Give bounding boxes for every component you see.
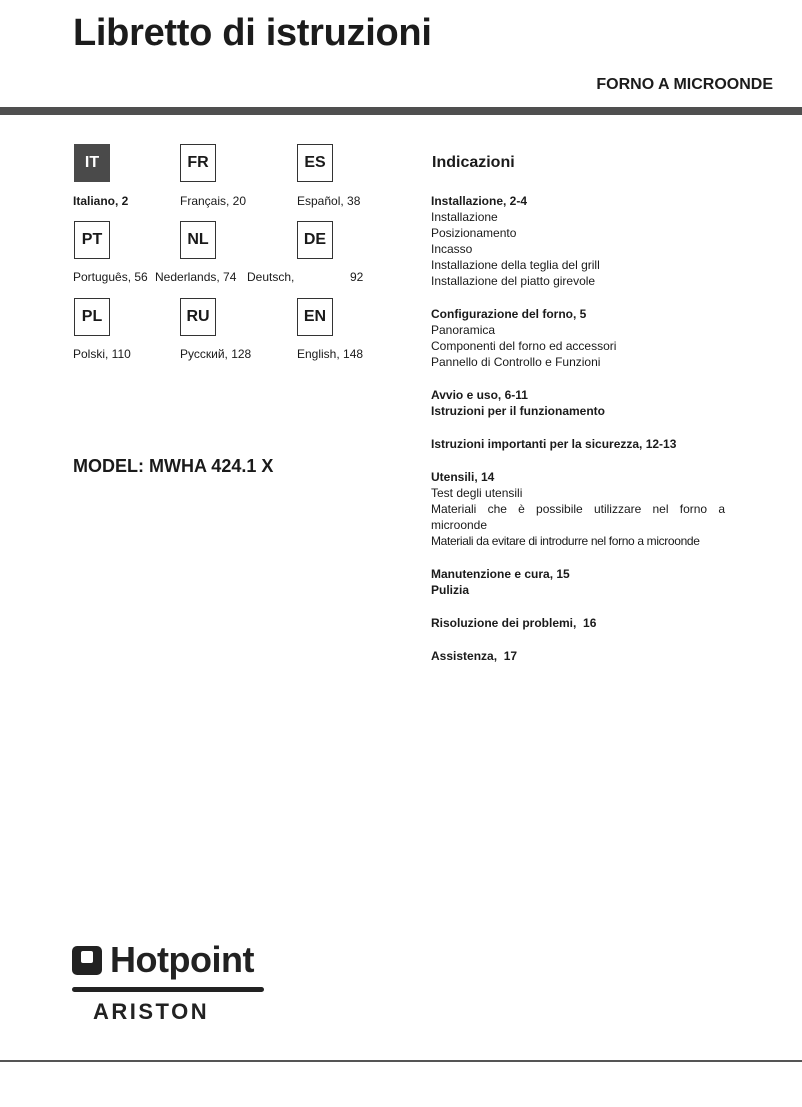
table-of-contents xyxy=(431,193,725,681)
toc-item[interactable]: Istruzioni per il funzionamento xyxy=(431,404,605,418)
document-title: Libretto di istruzioni xyxy=(73,12,432,54)
toc-item[interactable]: Installazione xyxy=(431,210,498,224)
lang-label-de[interactable]: Deutsch, xyxy=(247,270,295,284)
brand-underline xyxy=(72,987,264,992)
lang-box-en[interactable]: EN xyxy=(297,298,333,336)
toc-item[interactable]: Pannello di Controllo e Funzioni xyxy=(431,355,601,369)
toc-item[interactable]: Incasso xyxy=(431,242,473,256)
lang-box-fr[interactable]: FR xyxy=(180,144,216,182)
footer-divider xyxy=(0,1060,802,1062)
toc-section-title[interactable]: Utensili, 14 xyxy=(431,470,495,484)
toc-section-title[interactable]: Istruzioni importanti per la sicurezza, 12-13 xyxy=(431,437,677,451)
toc-section-risoluzione xyxy=(431,615,725,631)
lang-label-it[interactable]: Italiano, 2 xyxy=(73,194,129,208)
toc-section-title[interactable]: Installazione, 2-4 xyxy=(431,194,528,208)
toc-section-assistenza xyxy=(431,648,725,664)
brand-name: Hotpoint xyxy=(110,939,254,980)
toc-section-title[interactable]: Manutenzione e cura, 15 xyxy=(431,567,570,581)
toc-item[interactable]: Panoramica xyxy=(431,323,496,337)
toc-section-sicurezza xyxy=(431,436,725,452)
lang-box-es[interactable]: ES xyxy=(297,144,333,182)
lang-label-fr[interactable]: Français, 20 xyxy=(180,194,247,208)
toc-item[interactable]: Componenti del forno ed accessori xyxy=(431,339,617,353)
brand-subname: ARISTON xyxy=(93,999,210,1024)
lang-box-de[interactable]: DE xyxy=(297,221,333,259)
toc-section-title[interactable]: Assistenza, 17 xyxy=(431,649,518,663)
toc-section-title[interactable]: Configurazione del forno, 5 xyxy=(431,307,587,321)
lang-box-nl[interactable]: NL xyxy=(180,221,216,259)
toc-section-title[interactable]: Avvio e uso, 6-11 xyxy=(431,388,528,402)
document-subtitle: FORNO A MICROONDE xyxy=(596,76,773,93)
header-divider xyxy=(0,107,802,115)
lang-box-it[interactable]: IT xyxy=(74,144,110,182)
toc-section-manutenzione xyxy=(431,566,725,598)
lang-label-pt[interactable]: Português, 56 xyxy=(73,270,148,284)
toc-section-installazione xyxy=(431,193,725,289)
toc-item[interactable]: Installazione della teglia del grill xyxy=(431,258,600,272)
toc-section-avvio xyxy=(431,387,725,419)
lang-box-ru[interactable]: RU xyxy=(180,298,216,336)
brand-mark-dot xyxy=(81,951,93,963)
lang-label-ru[interactable]: Русский, 128 xyxy=(180,347,252,361)
lang-box-pl[interactable]: PL xyxy=(74,298,110,336)
toc-item[interactable]: Test degli utensili xyxy=(431,486,523,500)
toc-item[interactable]: Materiali da evitare di introdurre nel forno a microonde xyxy=(431,534,700,548)
lang-label-en[interactable]: English, 148 xyxy=(297,347,364,361)
toc-item[interactable]: Posizionamento xyxy=(431,226,517,240)
toc-section-utensili xyxy=(431,469,725,549)
toc-section-title[interactable]: Risoluzione dei problemi, 16 xyxy=(431,616,597,630)
toc-item[interactable]: Materiali che è possibile utilizzare nel forno a microonde xyxy=(431,502,725,532)
lang-label-de-page[interactable]: 92 xyxy=(350,270,364,284)
toc-item[interactable]: Pulizia xyxy=(431,583,470,597)
model-number: MODEL: MWHA 424.1 X xyxy=(73,456,274,476)
lang-label-es[interactable]: Español, 38 xyxy=(297,194,361,208)
lang-box-pt[interactable]: PT xyxy=(74,221,110,259)
lang-label-nl[interactable]: Nederlands, 74 xyxy=(155,270,237,284)
lang-label-pl[interactable]: Polski, 110 xyxy=(73,347,131,361)
toc-item[interactable]: Installazione del piatto girevole xyxy=(431,274,596,288)
toc-heading: Indicazioni xyxy=(432,154,515,171)
toc-section-configurazione xyxy=(431,306,725,370)
